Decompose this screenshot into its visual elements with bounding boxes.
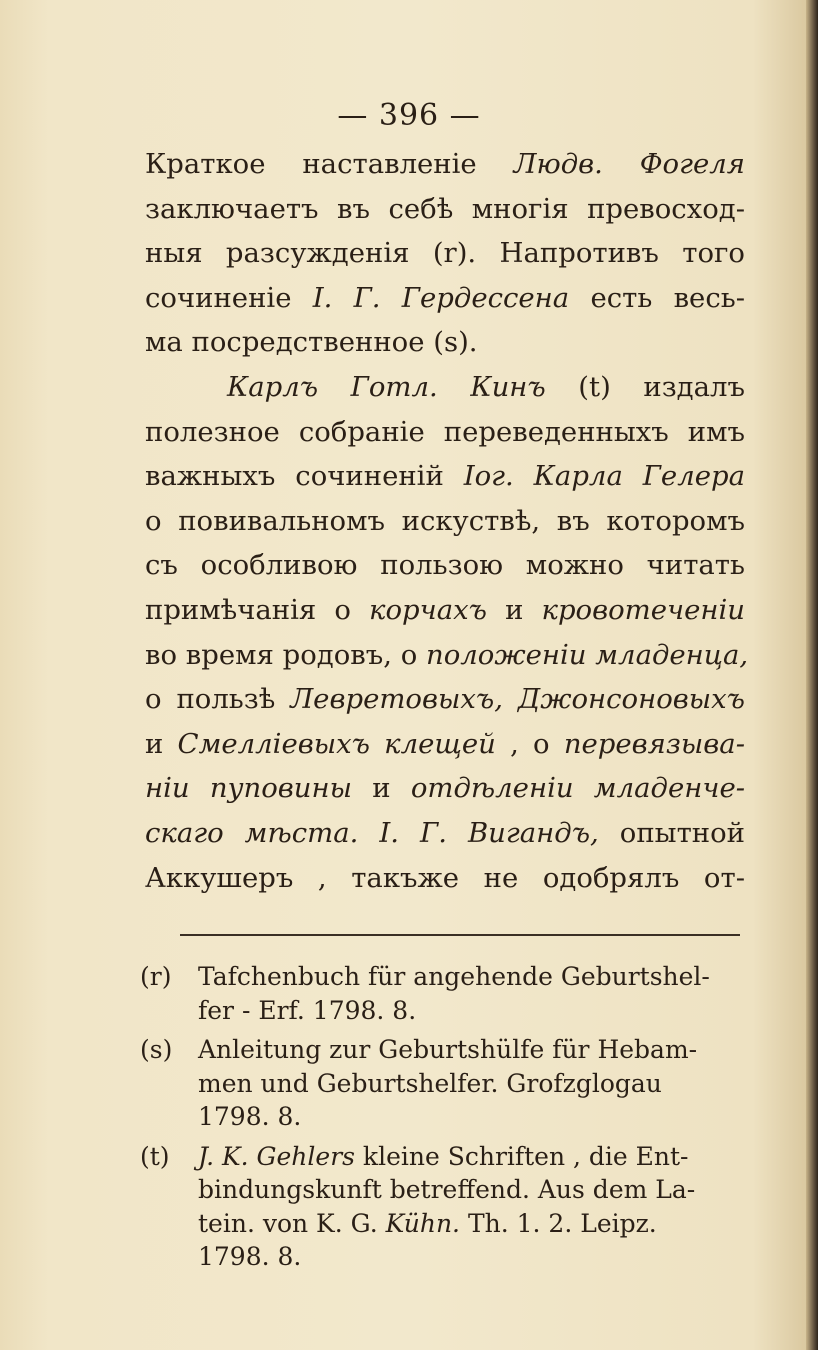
- footnote-line: men und Geburtshelfer. Grofzglogau: [198, 1068, 662, 1098]
- text-line: во время родовъ, о положеніи младенца,: [145, 638, 749, 671]
- footnote-mark: (s): [140, 1035, 173, 1064]
- footnote-line: J. K. Gehlers kleine Schriften , die Ent-: [198, 1141, 689, 1171]
- footnote-line: bindungskunft betreffend. Aus dem La-: [198, 1175, 696, 1204]
- footnote-mark: (t): [140, 1141, 170, 1171]
- text-line: заключаетъ въ себѣ многія превосход-: [145, 192, 745, 225]
- footnote-s: [140, 1033, 750, 1134]
- text-line: полезное собраніе переведенныхъ имъ: [145, 415, 745, 448]
- footnote-r: [140, 960, 750, 1027]
- text-line: сочиненіе I. Г. Гердессена есть весь-: [145, 281, 745, 314]
- page-number: — 396 —: [337, 98, 481, 133]
- text-line: и Смелліевыхъ клещей , о перевязыва-: [145, 727, 745, 760]
- text-line: ніи пуповины и отдѣленіи младенче-: [145, 772, 746, 805]
- footnote-line: 1798. 8.: [198, 1102, 302, 1131]
- text-line: ныя разсужденія (r). Напротивъ того: [145, 237, 745, 270]
- footnote-line: Anleitung zur Geburtshülfe für Hebam-: [198, 1035, 698, 1064]
- page-edge: [806, 0, 818, 1350]
- text-line: о повивальномъ искуствѣ, въ которомъ: [145, 504, 745, 537]
- footnote-line: tein. von K. G. Kühn. Th. 1. 2. Leipz.: [198, 1208, 657, 1238]
- text-line: примѣчанія о корчахъ и кровотеченіи: [145, 593, 746, 626]
- text-line: ма посредственное (s).: [145, 326, 478, 359]
- text-line: Аккушеръ , такъже не одобрялъ от-: [145, 861, 745, 894]
- text-line: важныхъ сочиненій Іог. Карла Гелера: [145, 460, 745, 493]
- footnote-line: fer - Erf. 1798. 8.: [198, 995, 417, 1025]
- footnote-mark: (r): [140, 962, 172, 991]
- main-text: [145, 142, 749, 900]
- footnotes: [140, 960, 750, 1280]
- text-line: съ особливою пользою можно читать: [145, 549, 745, 582]
- text-line: о пользѣ Левретовыхъ, Джонсоновыхъ: [145, 683, 745, 716]
- footnote-line: 1798. 8.: [198, 1242, 302, 1271]
- footnote-separator: [180, 934, 740, 936]
- text-line: Карлъ Готл. Кинъ (t) издалъ: [227, 370, 745, 403]
- footnote-line: Tafchenbuch für angehende Geburtshel-: [198, 962, 710, 991]
- text-line: Краткое наставленіе Людв. Фогеля: [145, 148, 745, 180]
- text-line: скаго мѣста. I. Г. Вигандъ, опытной: [145, 816, 745, 849]
- footnote-t: [140, 1140, 750, 1274]
